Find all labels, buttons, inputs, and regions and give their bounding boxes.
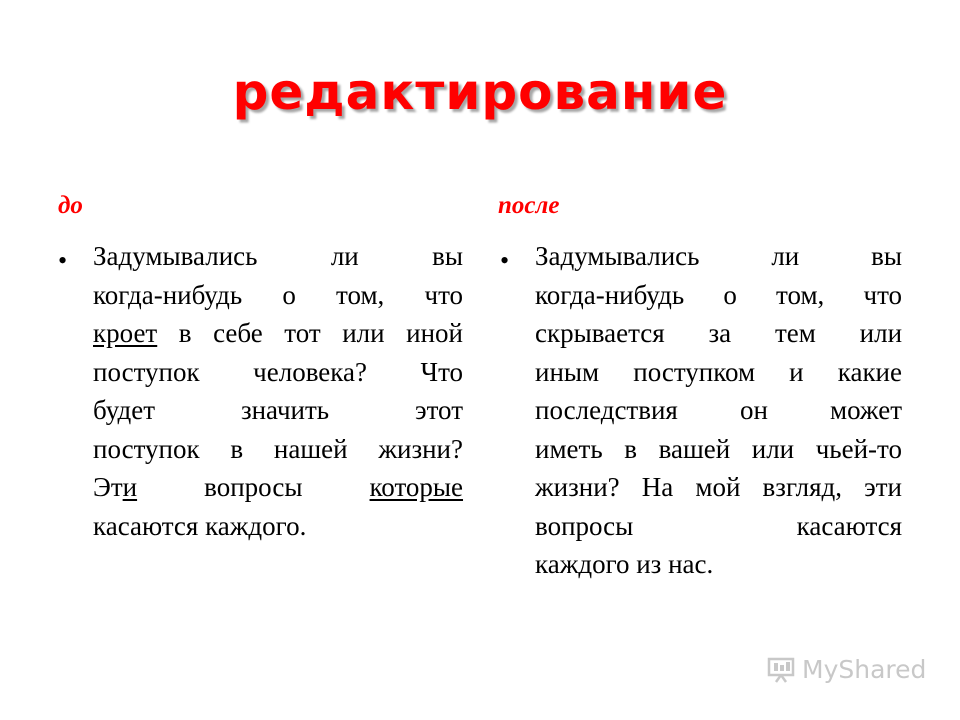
bullet-icon: •	[500, 246, 510, 275]
word: будет	[93, 395, 156, 425]
before-paragraph	[93, 237, 463, 545]
word: иным поступком и какие	[535, 356, 902, 387]
word: скрывается	[535, 318, 665, 348]
text-line	[535, 353, 902, 392]
word: может	[830, 395, 902, 425]
text-line	[535, 391, 902, 430]
word: или	[859, 318, 903, 348]
word: касаются каждого.	[93, 510, 307, 541]
word: жизни? На мой взгляд, эти	[535, 472, 902, 502]
watermark-text: MyShared	[802, 654, 927, 684]
text-line	[93, 276, 463, 315]
text-line	[535, 545, 902, 584]
underlined-letter: и	[122, 472, 138, 502]
text-line	[93, 468, 463, 507]
word: он	[739, 395, 768, 425]
word: последствия	[535, 395, 678, 425]
word: Что	[420, 356, 464, 387]
word: этот	[415, 395, 463, 425]
word: значить	[240, 395, 330, 425]
word: за	[708, 318, 732, 348]
bullet-icon: •	[58, 246, 68, 275]
text-line	[93, 391, 463, 430]
word: когда-нибудь	[535, 279, 685, 310]
text-line	[93, 430, 463, 469]
word: Эти	[93, 472, 138, 502]
word: Задумывались	[535, 241, 700, 271]
word: что	[424, 279, 464, 310]
word: иметь в вашей или чьей-то	[535, 433, 902, 464]
after-paragraph	[535, 237, 902, 584]
word: касаются	[796, 510, 902, 541]
word: вы	[871, 241, 902, 271]
word: каждого из нас.	[535, 549, 714, 579]
word: Задумывались	[93, 241, 258, 271]
underlined-word: кроет	[93, 318, 158, 348]
underlined-word: которые	[369, 472, 464, 502]
text-line	[535, 237, 902, 276]
after-heading: после	[498, 192, 560, 219]
word: что	[863, 279, 903, 310]
before-heading: до	[58, 192, 83, 219]
word: ли	[771, 241, 800, 271]
text-line	[535, 276, 902, 315]
word: вопросы	[535, 510, 634, 541]
text-line	[93, 353, 463, 392]
word: о	[723, 279, 737, 310]
word: о	[282, 279, 296, 310]
text-line	[93, 507, 463, 546]
word: когда-нибудь	[93, 279, 243, 310]
text-line	[93, 314, 463, 353]
word: ли	[330, 241, 359, 271]
presentation-screen-icon	[766, 654, 796, 684]
word: том,	[336, 279, 385, 310]
text-line	[535, 314, 902, 353]
watermark	[766, 654, 926, 684]
word: человека?	[253, 356, 367, 387]
word: поступок в нашей жизни?	[93, 433, 463, 464]
slide-title: редактирование	[232, 63, 728, 121]
word: в себе тот или иной	[178, 318, 463, 348]
text-line	[535, 468, 902, 507]
word: том,	[776, 279, 825, 310]
word: вы	[432, 241, 463, 271]
word: вопросы	[204, 472, 303, 502]
word: поступок	[93, 356, 200, 387]
text-line	[535, 430, 902, 469]
text-line	[535, 507, 902, 546]
word: тем	[774, 318, 816, 348]
text-line	[93, 237, 463, 276]
